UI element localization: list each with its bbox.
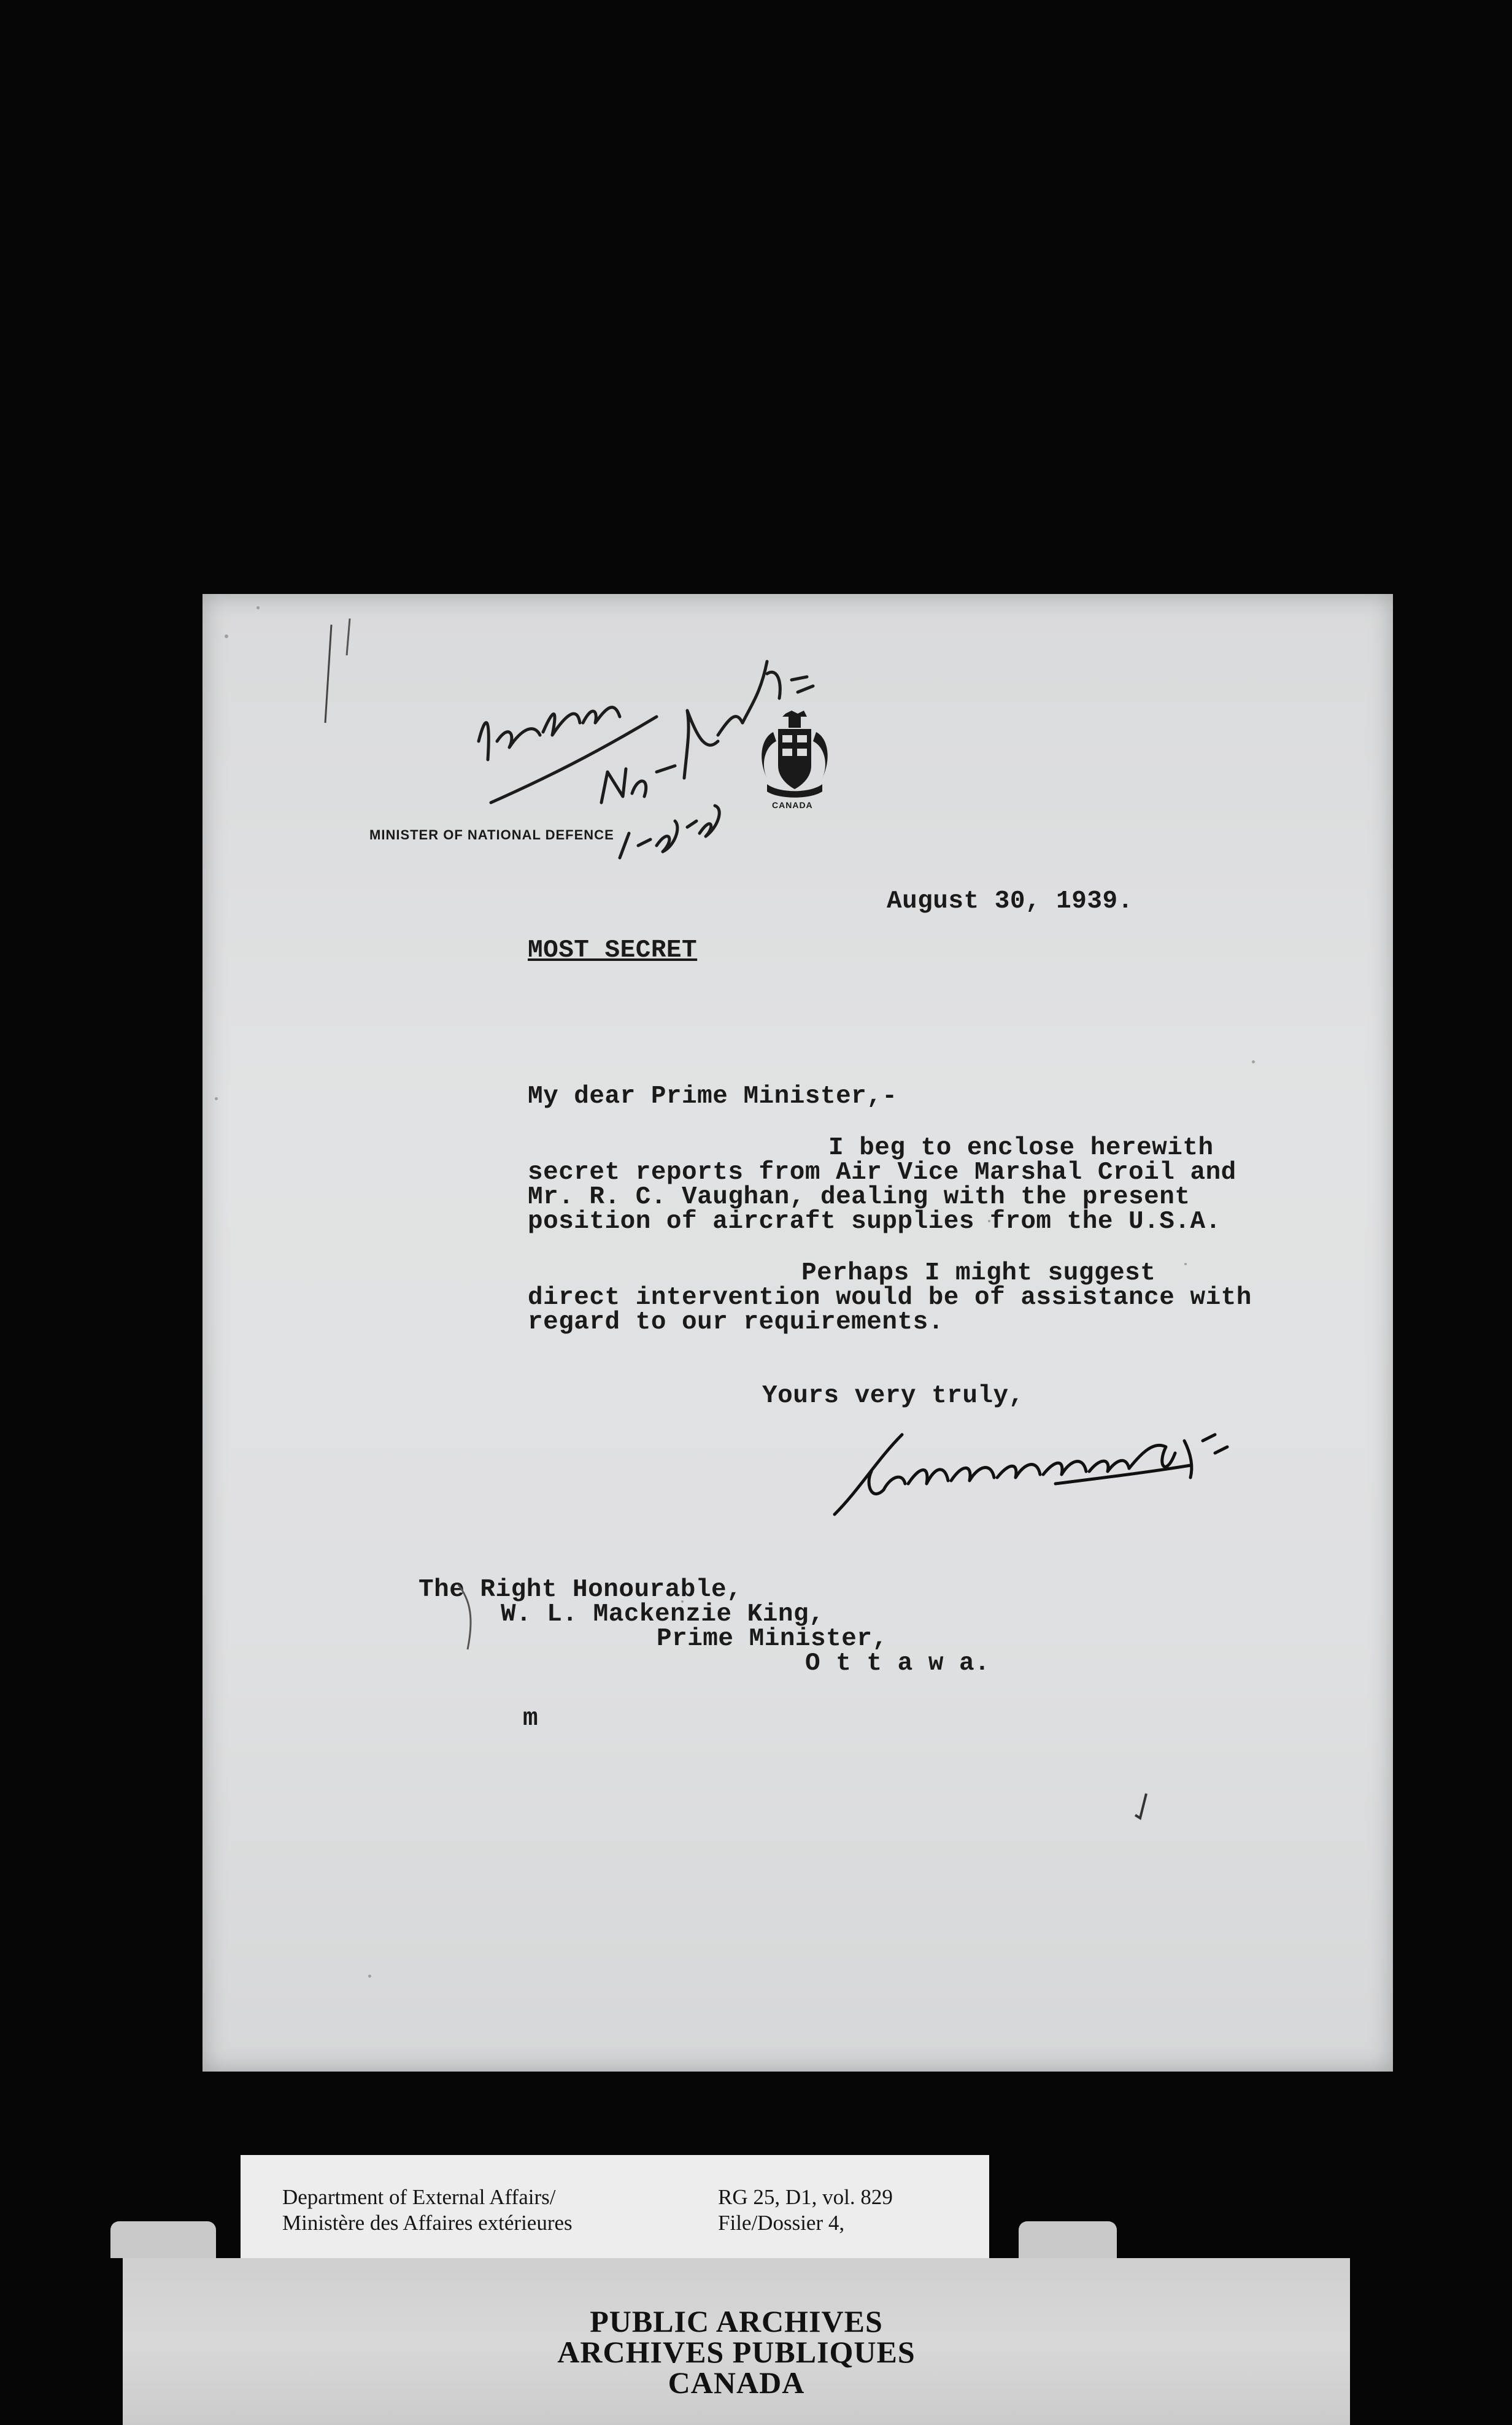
- stamp-line: CANADA: [668, 2365, 805, 2400]
- paragraph-line: I beg to enclose herewith: [828, 1134, 1214, 1162]
- classification: MOST SECRET: [528, 936, 698, 965]
- handwritten-signature: [822, 1416, 1276, 1521]
- public-archives-stamp: [123, 2258, 1350, 2425]
- typist-initial: m: [523, 1705, 539, 1733]
- address-line: Prime Minister,: [657, 1625, 888, 1653]
- folder-tab-right: [1019, 2221, 1117, 2258]
- crest-country: CANADA: [772, 800, 813, 810]
- salutation: My dear Prime Minister,-: [528, 1082, 898, 1111]
- paragraph-line: regard to our requirements.: [528, 1308, 944, 1336]
- address-line: The Right Honourable,: [418, 1576, 742, 1604]
- pencil-bracket-mark: [455, 1582, 480, 1656]
- paragraph-line: Mr. R. C. Vaughan, dealing with the present: [528, 1183, 1190, 1211]
- reference-line: File/Dossier 4,: [718, 2211, 845, 2235]
- paragraph-line: direct intervention would be of assistance with: [528, 1284, 1252, 1312]
- department-line: Department of External Affairs/: [282, 2185, 556, 2209]
- reference-line: RG 25, D1, vol. 829: [718, 2185, 893, 2209]
- letter-date: August 30, 1939.: [887, 887, 1133, 916]
- address-line: O t t a w a.: [805, 1649, 990, 1678]
- paragraph-line: Perhaps I might suggest: [801, 1259, 1156, 1287]
- pencil-tick-mark: [1129, 1791, 1154, 1821]
- stamp-line: ARCHIVES PUBLIQUES: [557, 2335, 916, 2369]
- paragraph-line: position of aircraft supplies from the U.S.A.: [528, 1208, 1221, 1236]
- stamp-line: PUBLIC ARCHIVES: [590, 2304, 883, 2338]
- department-line: Ministère des Affaires extérieures: [282, 2211, 573, 2235]
- letter-page: [202, 594, 1393, 2072]
- address-line: W. L. Mackenzie King,: [501, 1600, 825, 1629]
- pencil-marks: [313, 619, 362, 729]
- closing: Yours very truly,: [762, 1382, 1024, 1410]
- coat-of-arms-icon: [755, 711, 835, 803]
- folder-tab-left: [110, 2221, 216, 2258]
- paragraph-line: secret reports from Air Vice Marshal Croil and: [528, 1159, 1236, 1187]
- letterhead-office: MINISTER OF NATIONAL DEFENCE: [369, 827, 614, 842]
